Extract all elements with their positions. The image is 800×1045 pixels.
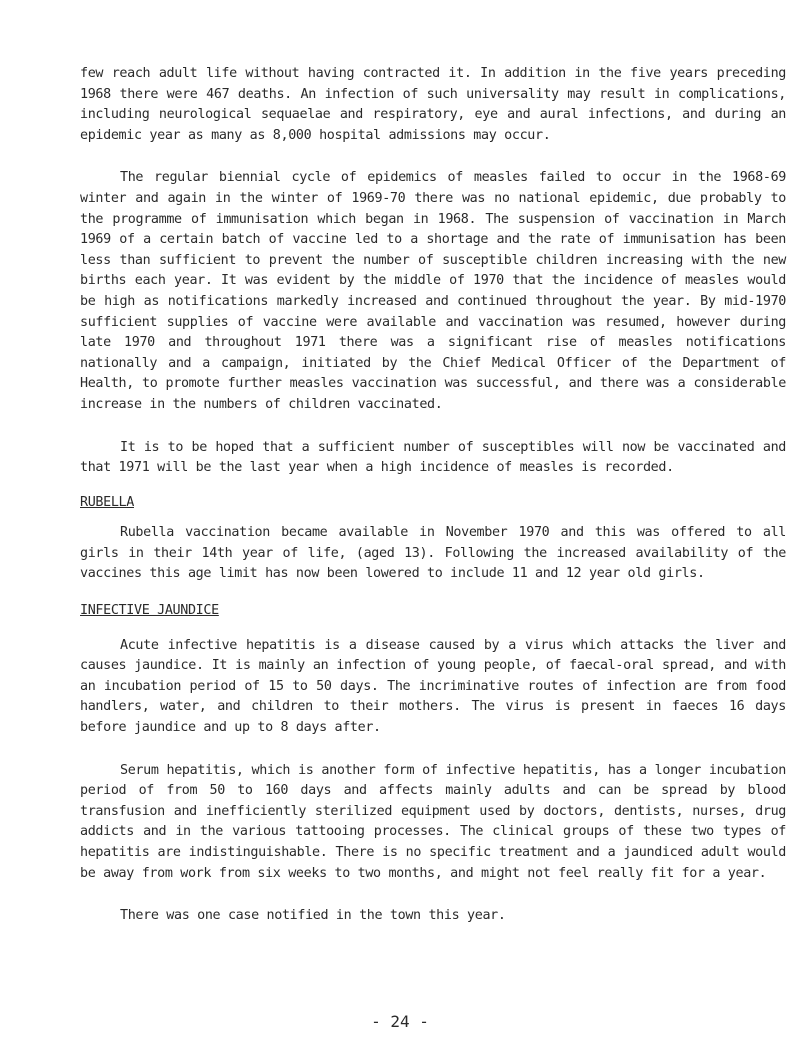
paragraph-cases-notified: There was one case notified in the town this year. [120,908,506,924]
paragraph-measles-intro: few reach adult life without having contracted it. In addition in the five years preceding 1968 there were 467 deaths. An infection of such universality may result in complications, including neurological sequaelae and respiratory, eye and aural infections, and during an epidemic year as many as 8,000 hospital admissions may occur. [80,66,786,143]
heading-rubella: RUBELLA [80,494,134,510]
paragraph-measles-epidemics: The regular biennial cycle of epidemics of measles failed to occur in the 1968-69 winter and again in the winter of 1969-70 there was no national epidemic, due probably to the programme of immunisation which began in 1968. The suspension of vaccination in March 1969 of a certain batch of vaccine led to a shortage and the rate of immunisation has been less than sufficient to prevent the number of susceptible children increasing with the new births each year. It was evident by the middle of 1970 that the incidence of measles would be high as notifications markedly increased and continued throughout the year. By mid-1970 sufficient supplies of vaccine were available and vaccination was resumed, however during late 1970 and throughout 1971 there was a significant rise of measles notifications nationally and a campaign, initiated by the Chief Medical Officer of the Department of Health, to promote further measles vaccination was successful, and there was a considerable increase in the numbers of children vaccinated. [80,170,786,412]
paragraph-serum-hepatitis: Serum hepatitis, which is another form of infective hepatitis, has a longer incubation period of from 50 to 160 days and affects mainly adults and can be spread by blood transfusion and inefficiently sterilized equipment used by doctors, dentists, nurses, drug addicts and in the various tattooing processes. The clinical groups of these two types of hepatitis are indistinguishable. There is no specific treatment and a jaundiced adult would be away from work from six weeks to two months, and might not feel really fit for a year. [80,762,786,881]
paragraph-acute-hepatitis: Acute infective hepatitis is a disease caused by a virus which attacks the liver and causes jaundice. It is mainly an infection of young people, of faecal-oral spread, and with an incubation period of 15 to 50 days. The incriminative routes of infection are from food handlers, water, and children to their mothers. The virus is present in faeces 16 days before jaundice and up to 8 days after. [80,637,786,736]
document-page [80,64,786,927]
heading-infective-jaundice: INFECTIVE JAUNDICE [80,603,219,619]
paragraph-measles-hope: It is to be hoped that a sufficient number of susceptibles will now be vaccinated and that 1971 will be the last year when a high incidence of measles is recorded. [80,439,786,476]
page-number: - 24 - [371,1012,429,1031]
paragraph-rubella: Rubella vaccination became available in November 1970 and this was offered to all girls in their 14th year of life, (aged 13). Following the increased availability of the vaccines this age limit has now been lowered to include 11 and 12 year old girls. [80,525,786,582]
